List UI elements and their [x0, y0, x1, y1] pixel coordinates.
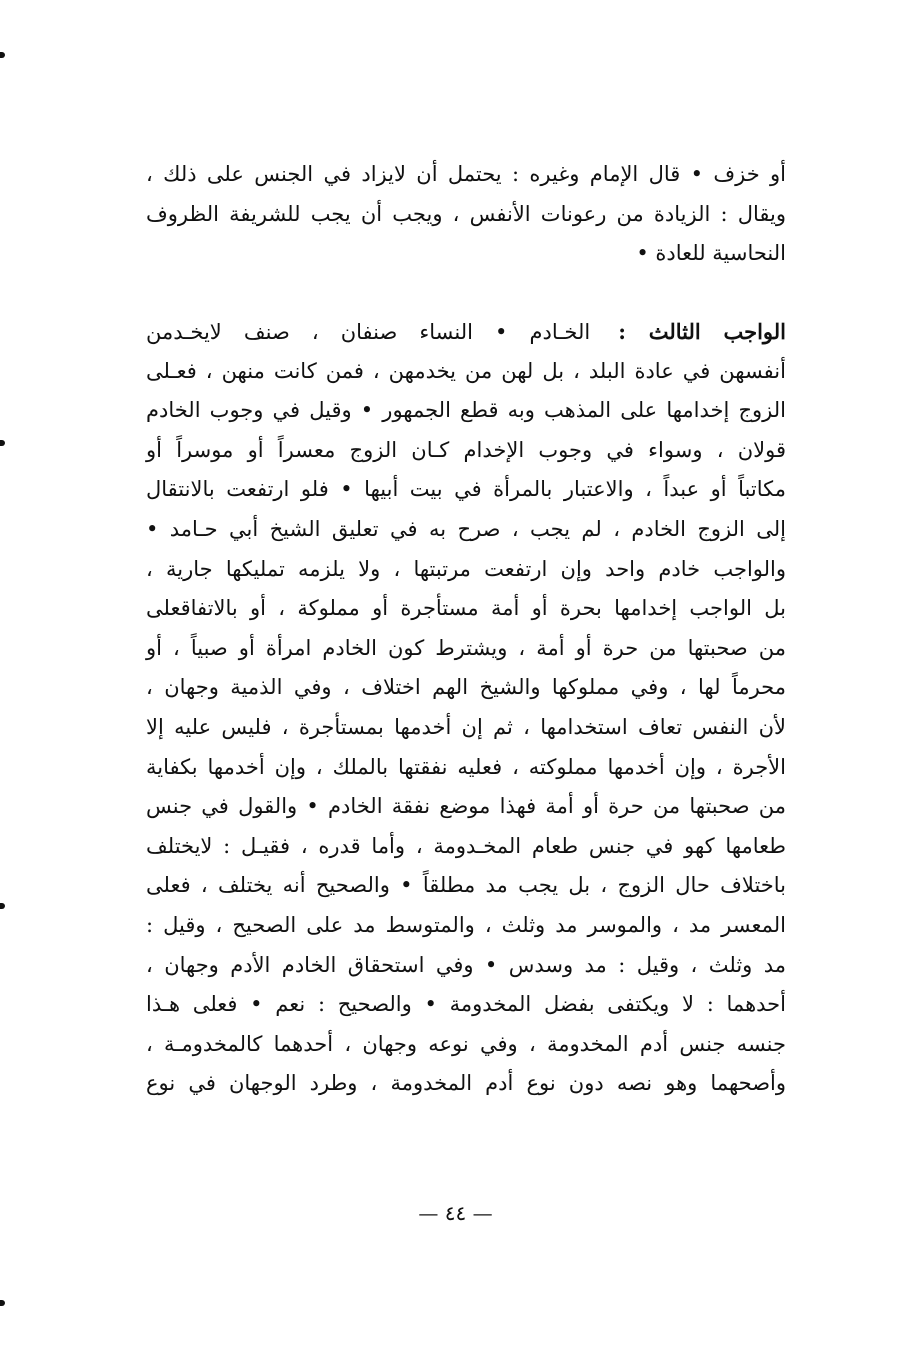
text-line: قولان ، وسواء في وجوب الإخدام كـان الزوج معسراً أو موسراً أو	[146, 437, 786, 462]
text-line: أنفسهن في عادة البلد ، بل لهن من يخدمهن ، فمن كانت منهن ، فعـلى	[146, 358, 786, 383]
heading-line-rest: الخـادم • النساء صنفان ، صنف لايخـدمن	[146, 320, 591, 344]
text-line: مد وثلث ، وقيل : مد وسدس • وفي استحقاق الخادم الأدم وجهان ،	[146, 952, 786, 977]
text-line: باختلاف حال الزوج ، بل يجب مد مطلقاً • والصحيح أنه يختلف ، فعلى	[146, 873, 786, 898]
text-line: لأن النفس تعاف استخدامها ، ثم إن أخدمها بمستأجرة ، فليس عليه إلا	[146, 714, 786, 739]
text-line: الزوج إخدامها على المذهب وبه قطع الجمهور • وقيل في وجوب الخادم	[146, 398, 786, 423]
scan-edge-mark	[0, 440, 5, 446]
intro-paragraph	[146, 155, 786, 274]
section-paragraph	[146, 312, 786, 1104]
text-line: إلى الزوج الخادم ، لم يجب ، صرح به في تعليق الشيخ أبي حـامد •	[146, 516, 786, 541]
scan-edge-mark	[0, 1300, 5, 1306]
text-line: مكاتباً أو عبداً ، والاعتبار بالمرأة في بيت أبيها • فلو ارتفعت بالانتقال	[146, 477, 786, 502]
scan-edge-mark	[0, 52, 5, 58]
text-line	[146, 312, 786, 352]
page-number: — ٤٤ —	[418, 1201, 493, 1225]
text-line: أحدهما : لا ويكتفى بفضل المخدومة • والصحيح : نعم • فعلى هـذا	[146, 992, 786, 1017]
section-heading: الواجب الثالث :	[618, 319, 786, 344]
text-line: من صحبتها من حرة أو أمة فهذا موضع نفقة الخادم • والقول في جنس	[146, 794, 786, 819]
text-line: جنسه جنس أدم المخدومة ، وفي نوعه وجهان ، أحدهما كالمخدومـة ،	[146, 1031, 786, 1056]
text-line: والواجب خادم واحد وإن ارتفعت مرتبتها ، ولا يلزمه تمليكها جارية ،	[146, 556, 786, 581]
text-line: طعامها كهو في جنس طعام المخـدومة ، وأما قدره ، فقيـل : لايختلف	[146, 833, 786, 858]
text-line: محرماً لها ، وفي مملوكها والشيخ الهم اختلاف ، وفي الذمية وجهان ،	[146, 675, 786, 700]
text-line: النحاسية للعادة •	[636, 241, 786, 266]
scan-edge-mark	[0, 903, 5, 909]
text-line: المعسر مد ، والموسر مد وثلث ، والمتوسط مد على الصحيح ، وقيل :	[146, 912, 786, 937]
text-line: الأجرة ، وإن أخدمها مملوكته ، فعليه نفقتها بالملك ، وإن أخدمها بكفاية	[146, 754, 786, 779]
text-line: ويقال : الزيادة من رعونات الأنفس ، ويجب أن يجب للشريفة الظروف	[146, 201, 786, 226]
text-line: أو خزف • قال الإمام وغيره : يحتمل أن لايزاد في الجنس على ذلك ،	[146, 162, 786, 186]
text-line: بل الواجب إخدامها بحرة أو أمة مستأجرة أو مملوكة ، أو بالاتفاقعلى	[146, 596, 786, 621]
text-line: من صحبتها من حرة أو أمة ، ويشترط كون الخادم امرأة أو صبياً ، أو	[146, 635, 786, 660]
text-line: وأصحهما وهو نصه دون نوع أدم المخدومة ، وطرد الوجهان في نوع	[146, 1071, 786, 1096]
